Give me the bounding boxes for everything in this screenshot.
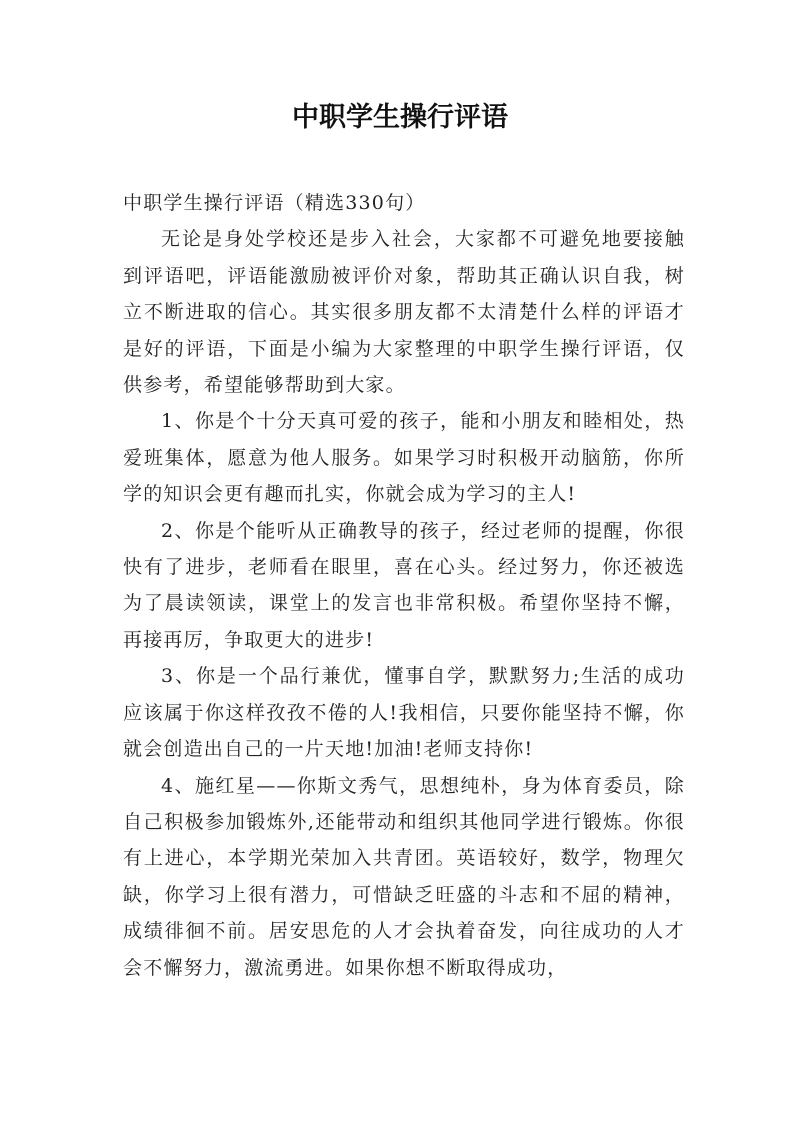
comment-paragraph-1: 1、你是个十分天真可爱的孩子，能和小朋友和睦相处，热爱班集体，愿意为他人服务。如果学习时积极开动脑筋，你所学的知识会更有趣而扎实，你就会成为学习的主人! xyxy=(123,410,685,506)
document-subtitle: 中职学生操行评语（精选330句） xyxy=(123,192,426,214)
document-body xyxy=(123,185,685,986)
comment-paragraph-3: 3、你是一个品行兼优，懂事自学，默默努力;生活的成功应该属于你这样孜孜不倦的人!我相信，只要你能坚持不懈，你就会创造出自己的一片天地!加油!老师支持你! xyxy=(123,665,685,761)
page-title: 中职学生操行评语 xyxy=(292,102,508,133)
comment-paragraph-2: 2、你是个能听从正确教导的孩子，经过老师的提醒，你很快有了进步，老师看在眼里，喜在心头。经过努力，你还被选为了晨读领读，课堂上的发言也非常积极。希望你坚持不懈，再接再厉，争取更大的进步! xyxy=(123,519,685,651)
intro-paragraph: 无论是身处学校还是步入社会，大家都不可避免地要接触到评语吧，评语能激励被评价对象，帮助其正确认识自我，树立不断进取的信心。其实很多朋友都不太清楚什么样的评语才是好的评语，下面是小编为大家整理的中职学生操行评语，仅供参考，希望能够帮助到大家。 xyxy=(123,228,685,397)
comment-paragraph-4: 4、施红星——你斯文秀气，思想纯朴，身为体育委员，除自己积极参加锻炼外,还能带动和组织其他同学进行锻炼。你很有上进心，本学期光荣加入共青团。英语较好，数学，物理欠缺，你学习上很有潜力，可惜缺乏旺盛的斗志和不屈的精神，成绩徘徊不前。居安思危的人才会执着奋发，向往成功的人才会不懈努力，激流勇进。如果你想不断取得成功， xyxy=(123,774,685,979)
